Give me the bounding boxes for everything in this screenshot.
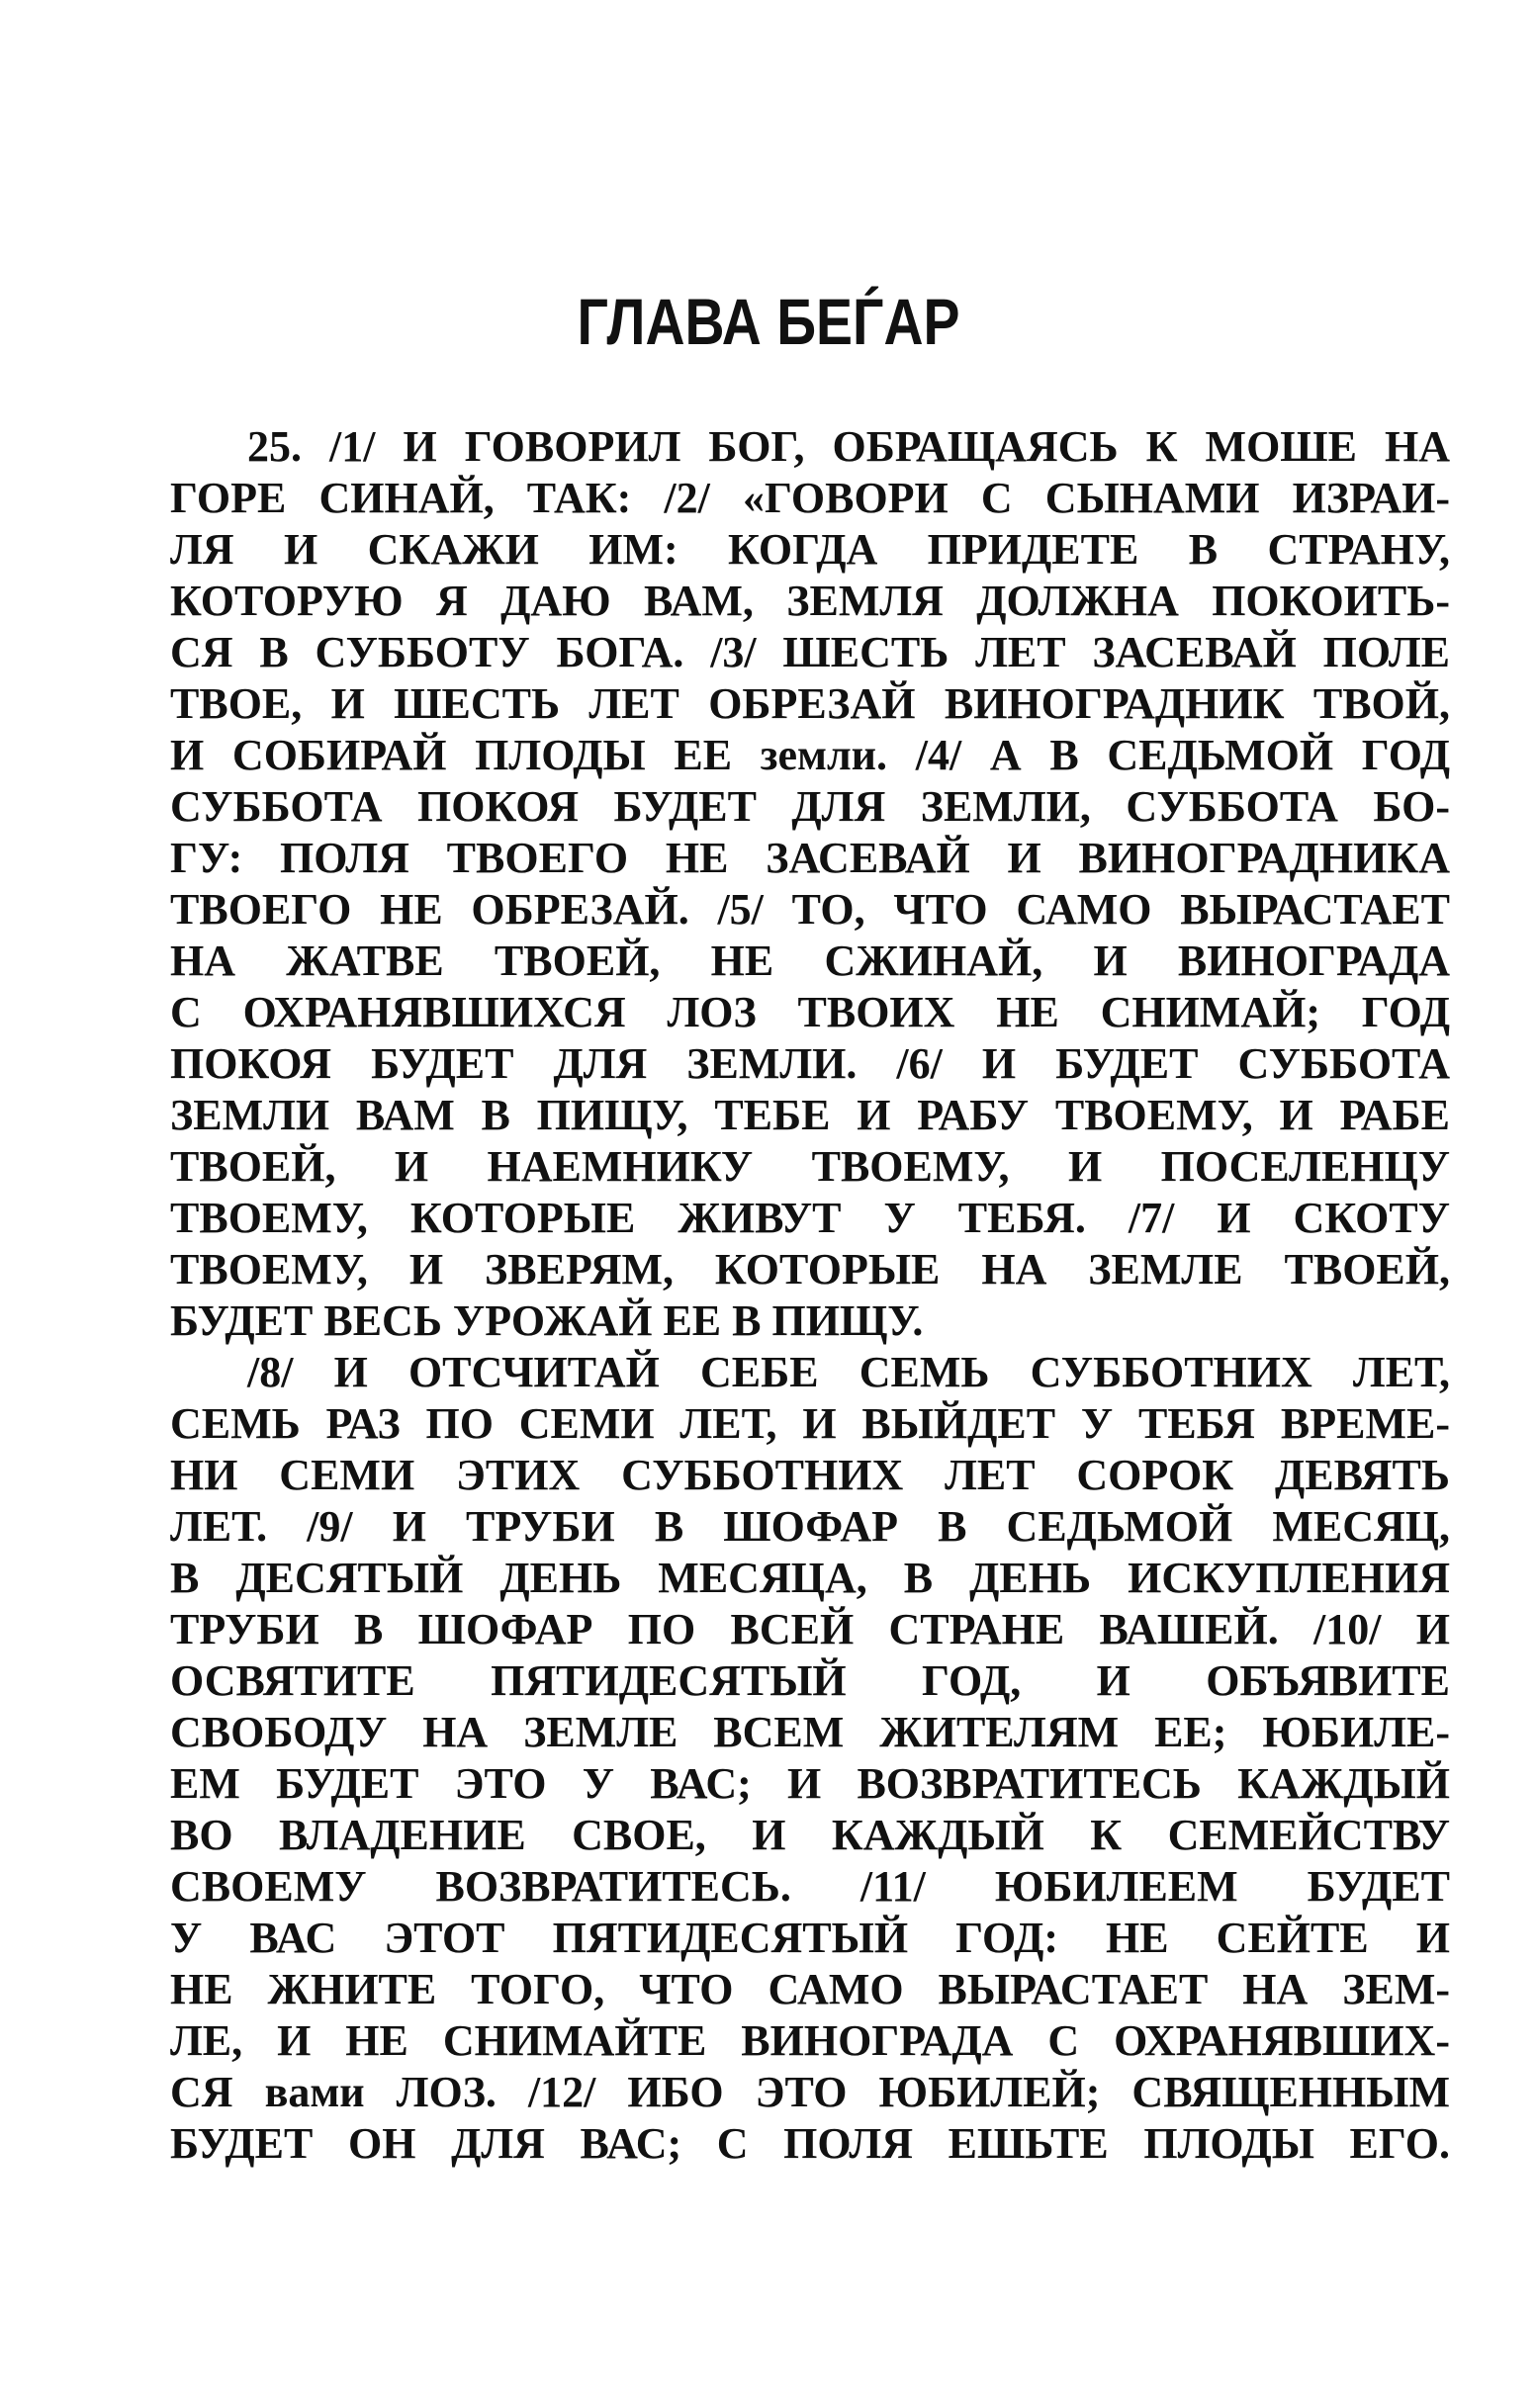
- text-line: СЯ вами ЛОЗ. /12/ ИБО ЭТО ЮБИЛЕЙ; СВЯЩЕННЫМ: [170, 2068, 1450, 2116]
- paragraph-1: [170, 421, 1450, 1347]
- text-line: СУББОТА ПОКОЯ БУДЕТ ДЛЯ ЗЕМЛИ, СУББОТА БО-: [170, 782, 1450, 831]
- text-line: ТРУБИ В ШОФАР ПО ВСЕЙ СТРАНЕ ВАШЕЙ. /10/ И: [170, 1605, 1450, 1653]
- text-line: ТВОЕ, И ШЕСТЬ ЛЕТ ОБРЕЗАЙ ВИНОГРАДНИК ТВОЙ,: [170, 679, 1450, 728]
- chapter-title: ГЛАВА БЕЃАР: [577, 285, 960, 358]
- text-line: ВО ВЛАДЕНИЕ СВОЕ, И КАЖДЫЙ К СЕМЕЙСТВУ: [170, 1811, 1450, 1859]
- text-line: ПОКОЯ БУДЕТ ДЛЯ ЗЕМЛИ. /6/ И БУДЕТ СУББОТА: [170, 1039, 1450, 1088]
- text-line: И СОБИРАЙ ПЛОДЫ ЕЕ земли. /4/ А В СЕДЬМОЙ ГОД: [170, 731, 1450, 779]
- text-line: СВОБОДУ НА ЗЕМЛЕ ВСЕМ ЖИТЕЛЯМ ЕЕ; ЮБИЛЕ-: [170, 1708, 1450, 1756]
- text-line: 25. /1/ И ГОВОРИЛ БОГ, ОБРАЩАЯСЬ К МОШЕ НА: [247, 422, 1450, 471]
- text-line: ОСВЯТИТЕ ПЯТИДЕСЯТЫЙ ГОД, И ОБЪЯВИТЕ: [170, 1656, 1450, 1705]
- text-line: В ДЕСЯТЫЙ ДЕНЬ МЕСЯЦА, В ДЕНЬ ИСКУПЛЕНИЯ: [170, 1554, 1450, 1602]
- text-line: ЛЕТ. /9/ И ТРУБИ В ШОФАР В СЕДЬМОЙ МЕСЯЦ,: [170, 1502, 1450, 1551]
- text-line: СЕМЬ РАЗ ПО СЕМИ ЛЕТ, И ВЫЙДЕТ У ТЕБЯ ВРЕМЕ-: [170, 1399, 1450, 1448]
- text-line: СЯ В СУББОТУ БОГА. /3/ ШЕСТЬ ЛЕТ ЗАСЕВАЙ ПОЛЕ: [170, 628, 1450, 676]
- body-text: [170, 421, 1450, 2170]
- text-line: ТВОЕЙ, И НАЕМНИКУ ТВОЕМУ, И ПОСЕЛЕНЦУ: [170, 1142, 1450, 1191]
- text-line: ЛЯ И СКАЖИ ИМ: КОГДА ПРИДЕТЕ В СТРАНУ,: [170, 525, 1450, 574]
- paragraph-2: [170, 1347, 1450, 2170]
- text-line: БУДЕТ ОН ДЛЯ ВАС; С ПОЛЯ ЕШЬТЕ ПЛОДЫ ЕГО.: [170, 2119, 1450, 2168]
- text-line: СВОЕМУ ВОЗВРАТИТЕСЬ. /11/ ЮБИЛЕЕМ БУДЕТ: [170, 1862, 1450, 1911]
- text-line: ЕМ БУДЕТ ЭТО У ВАС; И ВОЗВРАТИТЕСЬ КАЖДЫЙ: [170, 1759, 1450, 1808]
- text-line: С ОХРАНЯВШИХСЯ ЛОЗ ТВОИХ НЕ СНИМАЙ; ГОД: [170, 988, 1450, 1036]
- text-line: НА ЖАТВЕ ТВОЕЙ, НЕ СЖИНАЙ, И ВИНОГРАДА: [170, 936, 1450, 985]
- text-line: ТВОЕМУ, И ЗВЕРЯМ, КОТОРЫЕ НА ЗЕМЛЕ ТВОЕЙ,: [170, 1245, 1450, 1293]
- text-line: ГУ: ПОЛЯ ТВОЕГО НЕ ЗАСЕВАЙ И ВИНОГРАДНИКА: [170, 834, 1450, 882]
- text-line: КОТОРУЮ Я ДАЮ ВАМ, ЗЕМЛЯ ДОЛЖНА ПОКОИТЬ-: [170, 577, 1450, 625]
- text-line: У ВАС ЭТОТ ПЯТИДЕСЯТЫЙ ГОД: НЕ СЕЙТЕ И: [170, 1914, 1450, 1962]
- text-line: ТВОЕМУ, КОТОРЫЕ ЖИВУТ У ТЕБЯ. /7/ И СКОТУ: [170, 1194, 1450, 1242]
- text-line: ЛЕ, И НЕ СНИМАЙТЕ ВИНОГРАДА С ОХРАНЯВШИХ-: [170, 2016, 1450, 2065]
- text-line: /8/ И ОТСЧИТАЙ СЕБЕ СЕМЬ СУББОТНИХ ЛЕТ,: [247, 1348, 1450, 1396]
- text-line: ЗЕМЛИ ВАМ В ПИЩУ, ТЕБЕ И РАБУ ТВОЕМУ, И РАБЕ: [170, 1091, 1450, 1139]
- text-line: НИ СЕМИ ЭТИХ СУББОТНИХ ЛЕТ СОРОК ДЕВЯТЬ: [170, 1451, 1450, 1499]
- text-line: БУДЕТ ВЕСЬ УРОЖАЙ ЕЕ В ПИЩУ.: [170, 1296, 924, 1345]
- text-line: ТВОЕГО НЕ ОБРЕЗАЙ. /5/ ТО, ЧТО САМО ВЫРАСТАЕТ: [170, 885, 1450, 934]
- text-line: ГОРЕ СИНАЙ, ТАК: /2/ «ГОВОРИ С СЫНАМИ ИЗРАИ-: [170, 474, 1450, 522]
- text-line: НЕ ЖНИТЕ ТОГО, ЧТО САМО ВЫРАСТАЕТ НА ЗЕМ-: [170, 1965, 1450, 2013]
